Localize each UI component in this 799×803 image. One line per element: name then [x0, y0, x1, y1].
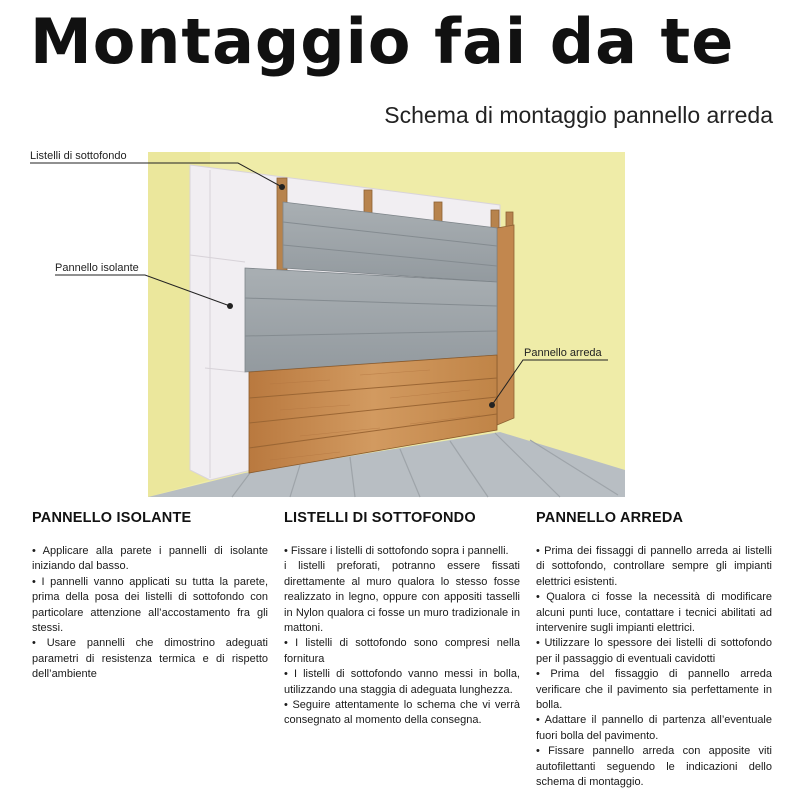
- section-heading: LISTELLI DI SOTTOFONDO: [284, 510, 476, 526]
- section-pannello-isolante: [32, 510, 268, 683]
- list-item: • Adattare il pannello di partenza all’eventuale fuori bolla del pavimento.: [536, 714, 772, 742]
- list-item: • Usare pannelli che dimostrino adeguati parametri di resistenza termica e di rispetto dell’ambiente: [32, 637, 268, 681]
- list-item: • Prima del fissaggio di pannello arreda verificare che il pavimento sia perfettamente in bolla.: [536, 668, 772, 712]
- label-isolante: Pannello isolante: [55, 262, 139, 274]
- list-item: • I pannelli vanno applicati su tutta la parete, prima della posa dei listelli di sottofondo con particolare attenzione all’accostamento fra gli stessi.: [32, 575, 268, 635]
- grey-panels: [245, 202, 497, 372]
- list-item: • Qualora ci fosse la necessità di modificare alcuni punti luce, contattare i tecnici abilitati ad intervenire sugli impianti elettrici.: [536, 591, 772, 635]
- instruction-list: [536, 544, 772, 791]
- page-subtitle: Schema di montaggio pannello arreda: [384, 102, 773, 128]
- list-item: • Fissare i listelli di sottofondo sopra i pannelli.: [284, 545, 509, 557]
- list-item: • I listelli di sottofondo sono compresi nella fornitura: [284, 637, 520, 665]
- page-title: Montaggio fai da te: [30, 5, 735, 78]
- list-item: i listelli preforati, potranno essere fissati direttamente al muro qualora lo stesso fosse realizzato in legno, oppure con appositi tasselli in Nylon qualora ci fosse un muro tradizionale in mattoni.: [284, 560, 520, 635]
- section-pannello-arreda: [536, 510, 772, 791]
- list-item: • Applicare alla parete i pannelli di isolante iniziando dal basso.: [32, 545, 268, 573]
- list-item: • Utilizzare lo spessore dei listelli di sottofondo per il passaggio di eventuali cavidotti: [536, 637, 772, 665]
- section-listelli-di-sottofondo: [284, 510, 520, 729]
- list-item: • Seguire attentamente lo schema che vi verrà consegnato al momento della consegna.: [284, 699, 520, 727]
- label-arreda: Pannello arreda: [524, 347, 602, 359]
- list-item: • Fissare pannello arreda con apposite viti autofilettanti seguendo le indicazioni dello schema di montaggio.: [536, 745, 772, 789]
- assembly-illustration: [0, 140, 799, 505]
- section-heading: PANNELLO ISOLANTE: [32, 510, 192, 526]
- instruction-list: [32, 544, 268, 683]
- instruction-list: [284, 544, 520, 729]
- section-heading: PANNELLO ARREDA: [536, 510, 684, 526]
- list-item: • Prima dei fissaggi di pannello arreda ai listelli di sottofondo, controllare sempre gli impianti elettrici esistenti.: [536, 545, 772, 588]
- label-listelli: Listelli di sottofondo: [30, 150, 127, 162]
- list-item: • I listelli di sottofondo vanno messi in bolla, utilizzando una staggia di adeguata lunghezza.: [284, 668, 520, 696]
